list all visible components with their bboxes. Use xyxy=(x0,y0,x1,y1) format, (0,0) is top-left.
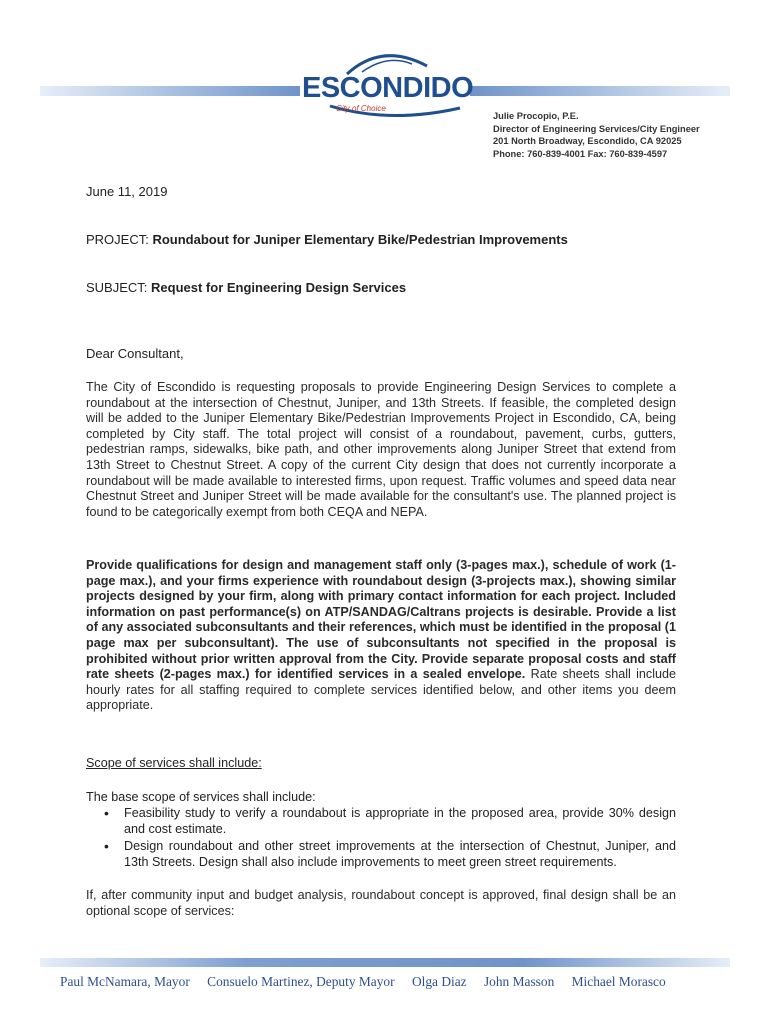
base-scope-intro: The base scope of services shall include: xyxy=(86,790,316,804)
contact-title: Director of Engineering Services/City Engineer xyxy=(493,123,700,134)
list-item: • Feasibility study to verify a roundabout is appropriate in the proposed area, provide 30% design and cost estimate. xyxy=(124,806,676,837)
list-item: • Design roundabout and other street improvements at the intersection of Chestnut, Juniper, and 13th Streets. Design shall also include improvements to meet green street requirements. xyxy=(124,839,676,870)
subject-label: SUBJECT: xyxy=(86,280,148,295)
council-member: Consuelo Martinez, Deputy Mayor xyxy=(207,974,395,989)
footer-decorative-bar xyxy=(40,958,730,967)
letter-date: June 11, 2019 xyxy=(86,184,168,199)
project-label: PROJECT: xyxy=(86,232,149,247)
council-member: John Masson xyxy=(483,974,555,989)
city-logo xyxy=(300,48,474,123)
contact-phone-fax: Phone: 760-839-4001 Fax: 760-839-4597 xyxy=(493,148,668,159)
council-member: Olga Diaz xyxy=(411,974,467,989)
council-member: Michael Morasco xyxy=(571,974,666,989)
requirements-bold-text: Provide qualifications for design and management staff only (3-pages max.), schedule of work (1-page max.), and your firms experience with roundabout design (3-projects max.), showing similar projects designed by your firm, along with primary contact information for each project. Included information on past performance(s) on ATP/SANDAG/Caltrans projects is desirable. Provide a list of any associated subconsultants and their references, which must be identified in the proposal (1 page max per subconsultant). The use of subconsultants not specified in the proposal is prohibited without prior written approval from the City. Provide separate proposal costs and staff rate sheets (2-pages max.) for identified services in a sealed envelope. xyxy=(86,558,676,682)
contact-name: Julie Procopio, P.E. xyxy=(493,111,579,121)
header-decorative-bar-left xyxy=(40,86,300,96)
greeting: Dear Consultant, xyxy=(86,346,184,361)
subject-value: Request for Engineering Design Services xyxy=(151,280,407,295)
paragraph-requirements xyxy=(86,558,676,714)
scope-heading: Scope of services shall include: xyxy=(86,756,262,770)
council-member: Paul McNamara, Mayor xyxy=(60,974,190,989)
project-line xyxy=(86,232,568,247)
project-value: Roundabout for Juniper Elementary Bike/Pedestrian Improvements xyxy=(152,232,568,247)
services-list xyxy=(86,806,676,872)
subject-line xyxy=(86,280,406,295)
logo-wordmark: ESCONDIDO xyxy=(302,72,474,104)
paragraph-optional-scope: If, after community input and budget analysis, roundabout concept is approved, final design shall be an optional scope of services: xyxy=(86,888,676,918)
council-members xyxy=(60,974,730,990)
requirements-regular-text: Rate sheets shall include hourly rates for all staffing required to complete services identified below, and other items you deem appropriate. xyxy=(86,667,676,713)
contact-address: 201 North Broadway, Escondido, CA 92025 xyxy=(493,136,682,146)
letterhead-contact xyxy=(493,110,763,160)
logo-tagline: City of Choice xyxy=(336,104,386,113)
header-decorative-bar-right xyxy=(470,86,730,96)
paragraph-intro: The City of Escondido is requesting proposals to provide Engineering Design Services to complete a roundabout at the intersection of Chestnut, Juniper, and 13th Streets. If feasible, the completed design will be added to the Juniper Elementary Bike/Pedestrian Improvements Project in Escondido, CA, being completed by City staff. The total project will consist of a roundabout, pavement, curbs, gutters, pedestrian ramps, sidewalks, bike path, and other improvements along Juniper Street that extend from 13th Street to Chestnut Street. A copy of the current City design that does not currently incorporate a roundabout will be made available to interested firms, upon request. Traffic volumes and speed data near Chestnut Street and Juniper Street will be made available for the consultant's use. The planned project is found to be categorically exempt from both CEQA and NEPA. xyxy=(86,380,676,519)
